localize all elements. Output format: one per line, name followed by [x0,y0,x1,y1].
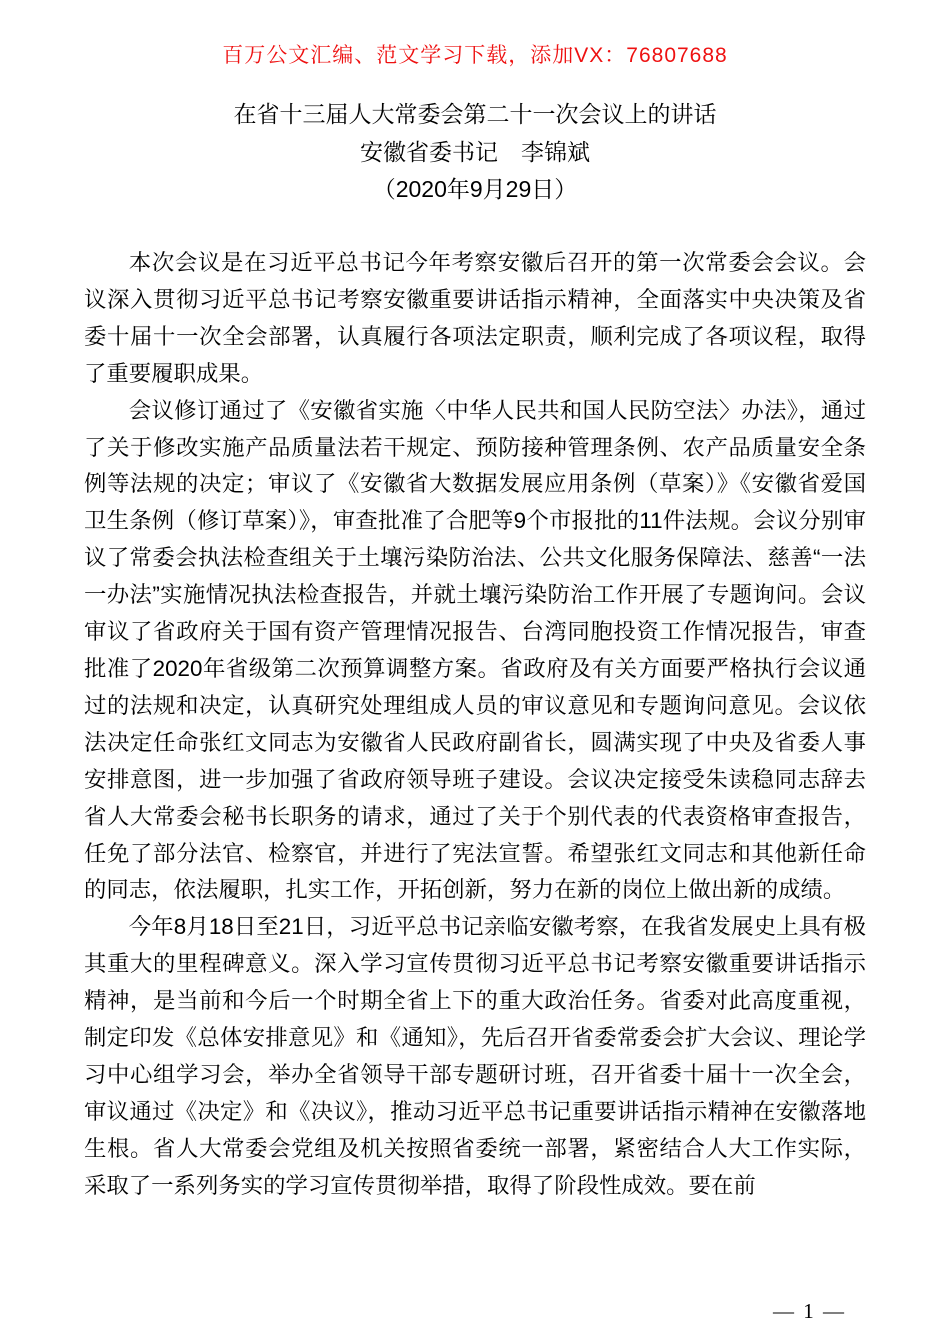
document-title: 在省十三届人大常委会第二十一次会议上的讲话 [233,101,717,127]
document-author: 安徽省委书记 李锦斌 [360,138,590,165]
page-number: — 1 — [773,1299,846,1323]
paragraph-3: 今年8月18日至21日，习近平总书记亲临安徽考察，在我省发展史上具有极其重大的里程碑意义。深入学习宣传贯彻习近平总书记考察安徽重要讲话指示精神，是当前和今后一个时期全省上下的重大政治任务。省委对此高度重视，制定印发《总体安排意见》和《通知》，先后召开省委常委会扩大会议、理论学习中心组学习会，举办全省领导干部专题研讨班，召开省委十届十一次全会，审议通过《决定》和《决议》，推动习近平总书记重要讲话指示精神在安徽落地生根。省人大常委会党组及机关按照省委统一部署，紧密结合人大工作实际，采取了一系列务实的学习宣传贯彻举措，取得了阶段性成效。要在前 [84,914,866,1198]
paragraph-2: 会议修订通过了《安徽省实施〈中华人民共和国人民防空法〉办法》，通过了关于修改实施产品质量法若干规定、预防接种管理条例、农产品质量安全条例等法规的决定；审议了《安徽省大数据发展应用条例（草案）》《安徽省爱国卫生条例（修订草案）》，审查批准了合肥等9个市报批的11件法规。会议分别审议了常委会执法检查组关于土壤污染防治法、公共文化服务保障法、慈善“一法一办法”实施情况执法检查报告，并就土壤污染防治工作开展了专题询问。会议审议了省政府关于国有资产管理情况报告、台湾同胞投资工作情况报告，审查批准了2020年省级第二次预算调整方案。省政府及有关方面要严格执行会议通过的法规和决定，认真研究处理组成人员的审议意见和专题询问意见。会议依法决定任命张红文同志为安徽省人民政府副省长，圆满实现了中央及省委人事安排意图，进一步加强了省政府领导班子建设。会议决定接受朱读稳同志辞去省人大常委会秘书长职务的请求，通过了关于个别代表的代表资格审查报告，任免了部分法官、检察官，并进行了宪法宣誓。希望张红文同志和其他新任命的同志，依法履职，扎实工作，开拓创新，努力在新的岗位上做出新的成绩。 [84,397,866,903]
document-body [84,245,866,1205]
paragraph-1: 本次会议是在习近平总书记今年考察安徽后召开的第一次常委会会议。会议深入贯彻习近平总书记考察安徽重要讲话指示精神，全面落实中央决策及省委十届十一次全会部署，认真履行各项法定职责，顺利完成了各项议程，取得了重要履职成果。 [84,250,866,386]
document-date: （2020年9月29日） [372,176,578,202]
document-header [0,96,950,209]
promo-banner: 百万公文汇编、范文学习下载，添加VX：76807688 [222,44,728,67]
